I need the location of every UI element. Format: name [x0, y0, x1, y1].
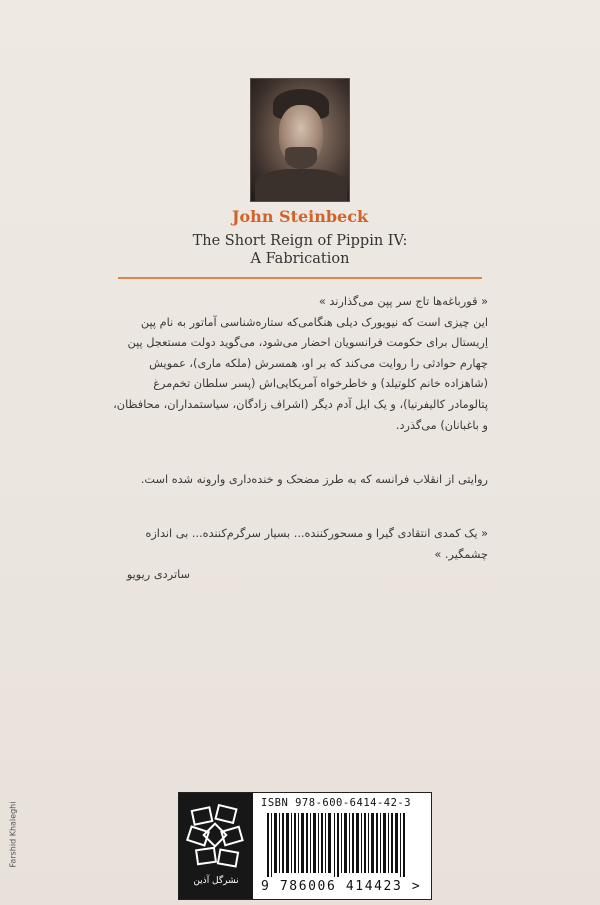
- cover-designer-credit: Farshid Khaleghi: [8, 801, 18, 868]
- barcode: [267, 813, 417, 877]
- blurb-line: (شاهزاده خانم کلوتیلد) و خاطرخواه آمریکایی‌اش (پسر سلطان تخم‌مرغ: [153, 377, 488, 391]
- author-portrait: [250, 78, 350, 202]
- divider: [118, 277, 482, 279]
- barcode-panel: [178, 792, 432, 900]
- book-stack-icon: [185, 803, 247, 873]
- blurb-line: این چیزی است که نیویورک دیلی هنگامی‌که ستاره‌شناسی آماتور به نام پپن: [140, 315, 488, 329]
- blurb-line: پتالومادر کالیفرنیا)، و یک ایل آدم دیگر (اشراف زادگان، سیاستمداران، محافظان،: [113, 397, 488, 411]
- blurb-line: « قورباغه‌ها تاج سر پپن می‌گذارند »: [318, 295, 488, 308]
- title-line-2: A Fabrication: [250, 251, 350, 267]
- author-name: John Steinbeck: [231, 207, 369, 226]
- barcode-digits: 9 786006 414423 >: [261, 879, 422, 894]
- blurb-line: و باغبانان) می‌گذرد.: [395, 418, 488, 432]
- isbn-label: ISBN 978-600-6414-42-3: [261, 797, 412, 809]
- publisher-name: نشرگل آذین: [193, 876, 239, 886]
- review-line: « یک کمدی انتقادی گیرا و مسحورکننده... بسیار سرگرم‌کننده... بی اندازه: [145, 527, 488, 540]
- publisher-logo: [179, 793, 253, 899]
- blurb-line: چهارم حوادثی را روایت می‌کند که بر او، همسرش (ملکه ماری)، عمویش: [149, 356, 488, 370]
- blurb-line: اِریستال برای حکومت فرانسویان احضار می‌شود، می‌گوید دولت مستعجل پپن: [127, 336, 488, 350]
- review-line: چشمگیر. »: [434, 547, 488, 561]
- review-quote: [88, 524, 488, 565]
- summary-text: روایتی از انقلاب فرانسه که به طرز مضحک و خنده‌داری وارونه شده است.: [140, 473, 488, 486]
- blurb-paragraph: [88, 292, 488, 436]
- title-line-1: The Short Reign of Pippin IV:: [192, 233, 408, 249]
- review-source: ساتردی ریویو: [126, 568, 190, 581]
- book-title: [0, 232, 600, 268]
